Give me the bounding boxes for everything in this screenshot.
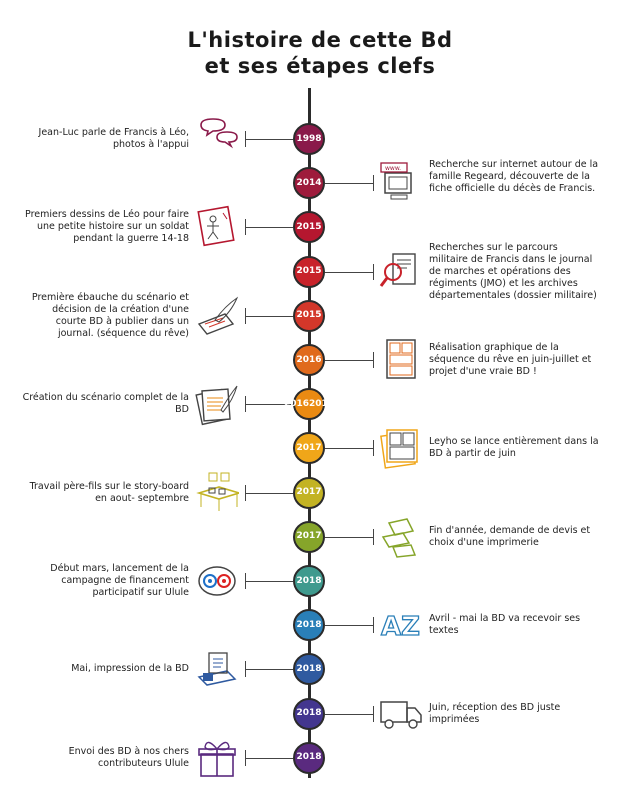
event-connector (325, 272, 373, 273)
year-label: 2018 (296, 752, 322, 763)
year-label: 2018 (296, 575, 322, 586)
event-tick (245, 308, 246, 324)
year-node (293, 742, 325, 774)
year-label: 2017 (296, 442, 322, 453)
year-node (283, 388, 335, 420)
year-node (293, 211, 325, 243)
year-label: 2017 (296, 487, 322, 498)
comic-pages-icon (379, 338, 423, 386)
year-node (293, 256, 325, 288)
delivery-truck-icon (379, 692, 423, 740)
event-tick (245, 396, 246, 412)
event-connector (245, 316, 293, 317)
event-description: Avril - mai la BD va recevoir ses textes (429, 613, 581, 637)
event-connector (325, 625, 373, 626)
year-label: 2017 (309, 398, 335, 409)
event-description: Recherches sur le parcours militaire de Francis dans le journal de marches et opérations des régiments (JMO) et les archives départementales (dossier militaire) (429, 241, 597, 301)
year-node (293, 344, 325, 376)
event-description: Premiers dessins de Léo pour faire une petite histoire sur un soldat pendant la guerre 14-18 (25, 209, 189, 245)
event-description: Recherche sur internet autour de la famille Regeard, découverte de la fiche officielle du décès de Francis. (429, 159, 599, 195)
paper-quill-icon (195, 294, 239, 342)
speech-bubbles-icon (195, 117, 239, 165)
event-description: Envoi des BD à nos chers contributeurs Ulule (68, 745, 189, 769)
event-tick (245, 750, 246, 766)
event-tick (373, 175, 374, 191)
title-line-1: L'histoire de cette Bd (187, 28, 453, 52)
year-label: 2015 (296, 221, 322, 232)
year-node (293, 432, 325, 464)
year-node (293, 565, 325, 597)
year-node (293, 477, 325, 509)
year-node (293, 609, 325, 641)
event-tick (373, 264, 374, 280)
year-label: 2018 (296, 619, 322, 630)
event-tick (245, 131, 246, 147)
event-description: Début mars, lancement de la campagne de financement participatif sur Ulule (50, 563, 189, 598)
event-tick (245, 661, 246, 677)
year-node (293, 300, 325, 332)
event-connector (325, 537, 373, 538)
event-connector (245, 139, 293, 140)
event-description: Leyho se lance entièrement dans la BD à partir de juin (429, 436, 599, 460)
event-tick (373, 529, 374, 545)
event-connector (245, 758, 293, 759)
event-description: Fin d'année, demande de devis et choix d'une imprimerie (429, 524, 591, 548)
drawing-board-icon (195, 205, 239, 253)
event-connector (245, 669, 293, 670)
year-label: 2018 (296, 708, 322, 719)
year-node (293, 167, 325, 199)
year-label: 2016 (283, 398, 309, 409)
printed-sheets-icon (379, 515, 423, 563)
printing-pages-icon (195, 647, 239, 695)
comic-stack-icon (379, 426, 423, 474)
manuscript-quill-icon (195, 382, 239, 430)
event-tick (373, 352, 374, 368)
event-connector (325, 360, 373, 361)
event-connector (245, 227, 293, 228)
title-line-2: et ses étapes clefs (204, 54, 436, 78)
event-tick (245, 219, 246, 235)
year-node (293, 653, 325, 685)
event-connector (325, 183, 373, 184)
ulule-logo-icon (195, 559, 239, 607)
az-letters-icon (379, 603, 423, 651)
event-tick (373, 440, 374, 456)
year-node (293, 123, 325, 155)
event-tick (245, 485, 246, 501)
svg-text:www.: www. (385, 165, 402, 173)
computer-www-icon (379, 161, 423, 209)
year-node (293, 698, 325, 730)
event-tick (245, 573, 246, 589)
event-description: Travail père-fils sur le story-board en aout- septembre (29, 480, 189, 504)
event-description: Création du scénario complet de la BD (22, 392, 189, 416)
magnifier-document-icon (379, 250, 423, 298)
event-connector (325, 448, 373, 449)
year-label: 2015 (296, 266, 322, 277)
event-connector (245, 493, 293, 494)
year-label: 2014 (296, 177, 322, 188)
event-description: Mai, impression de la BD (71, 663, 189, 675)
year-label: 1998 (296, 133, 322, 144)
year-node (293, 521, 325, 553)
event-tick (373, 617, 374, 633)
storyboard-table-icon (195, 471, 239, 519)
svg-text:AZ: AZ (381, 612, 420, 643)
event-tick (373, 706, 374, 722)
event-description: Première ébauche du scénario et décision de la création d'une courte BD à publier dans un journal. (séquence du rêve) (31, 291, 189, 339)
event-description: Juin, réception des BD juste imprimées (429, 701, 561, 725)
gift-box-icon (195, 736, 239, 784)
year-label: 2018 (296, 663, 322, 674)
year-label: 2017 (296, 531, 322, 542)
event-description: Jean-Luc parle de Francis à Léo, photos à l'appui (38, 127, 189, 150)
year-label: 2015 (296, 310, 322, 321)
event-description: Réalisation graphique de la séquence du rêve en juin-juillet et projet d'une vraie BD ! (429, 342, 592, 377)
event-connector (325, 714, 373, 715)
year-label: 2016 (296, 354, 322, 365)
event-connector (245, 581, 293, 582)
